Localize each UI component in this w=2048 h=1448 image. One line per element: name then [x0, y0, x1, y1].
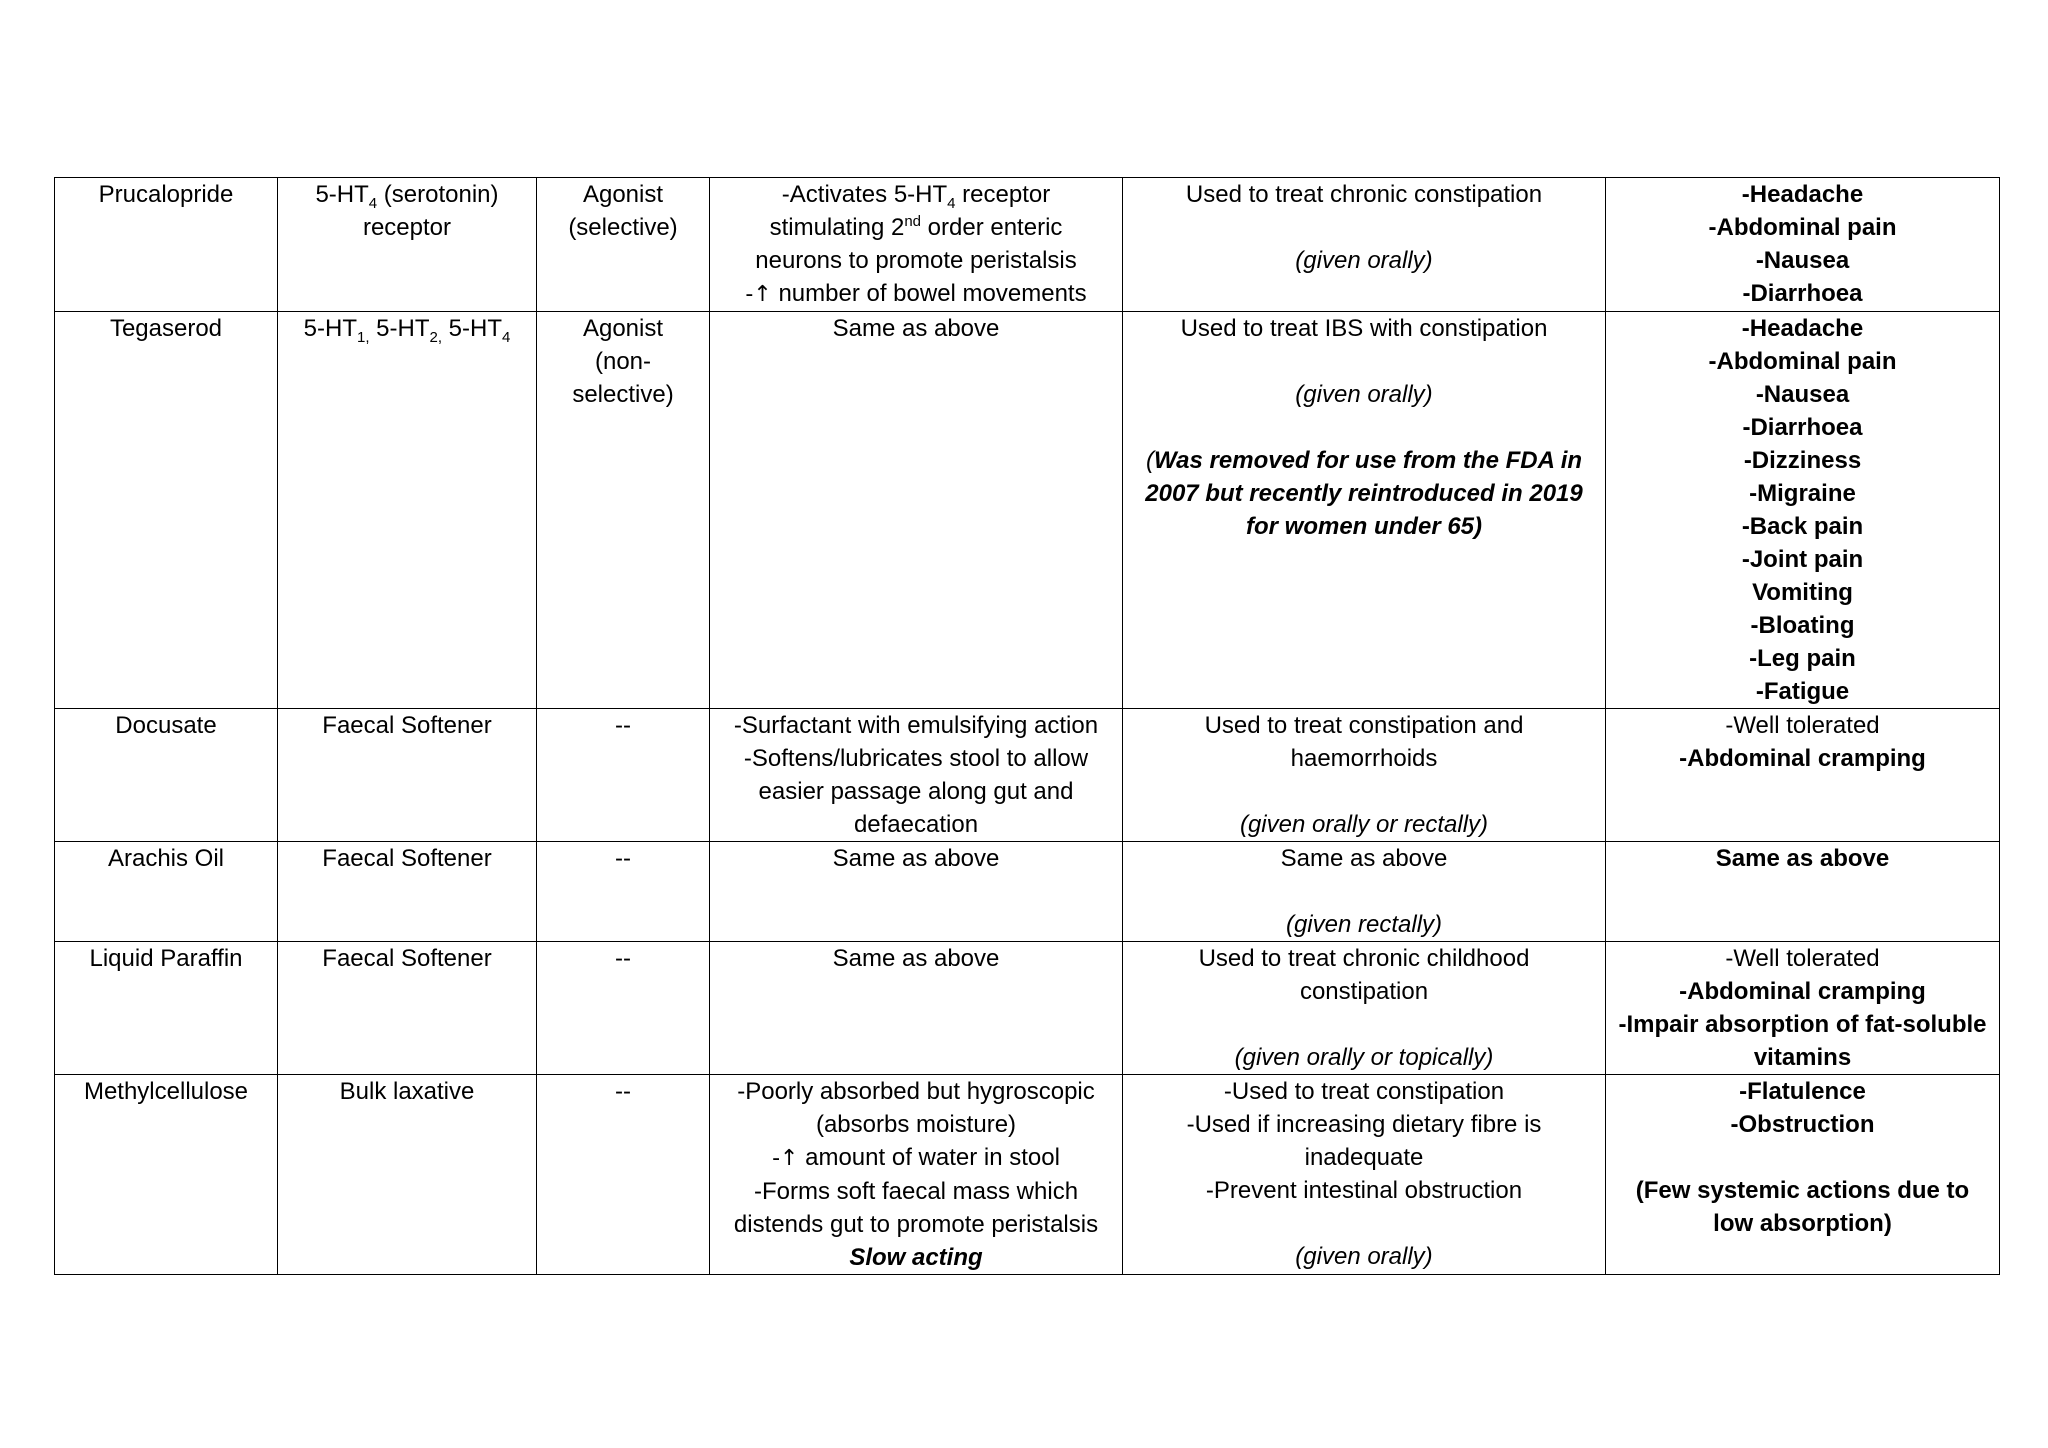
- fda-note: for women under 65): [1245, 513, 1483, 540]
- route-text: (given orally or rectally): [1239, 811, 1489, 838]
- use-text: haemorrhoids: [1290, 745, 1438, 772]
- target-text: $5-HT_{1,}$ $5-HT_{2,}$ $5-HT_4$: [303, 315, 511, 346]
- use-cell: [1123, 178, 1606, 312]
- table-row: [55, 709, 2000, 842]
- table-row: [55, 1075, 2000, 1275]
- side-effect: vitamins: [1753, 1044, 1852, 1071]
- use-text: Used to treat chronic constipation: [1185, 181, 1543, 208]
- side-effect-note: (Few systemic actions due to: [1635, 1177, 1970, 1204]
- mechanism-cell: [710, 1075, 1123, 1275]
- type-cell: [537, 312, 710, 709]
- drug-name: Methylcellulose: [83, 1078, 249, 1105]
- use-text: -Used if increasing dietary fibre is: [1186, 1111, 1542, 1138]
- mechanism-text: -↑ number of bowel movements: [745, 280, 1087, 307]
- type-text: --: [615, 845, 631, 872]
- use-text: constipation: [1299, 978, 1429, 1005]
- type-cell: [537, 709, 710, 842]
- drug-name-cell: [55, 312, 278, 709]
- fda-note: (Was removed for use from the FDA in: [1145, 447, 1583, 474]
- use-cell: [1123, 312, 1606, 709]
- type-text: Agonist: [582, 315, 664, 342]
- mechanism-text: Same as above: [832, 945, 1000, 972]
- up-arrow-icon: -↑: [745, 282, 772, 307]
- mechanism-text: distends gut to promote peristalsis: [733, 1211, 1099, 1238]
- side-effect: -Leg pain: [1749, 645, 1856, 672]
- side-effect: -Flatulence: [1739, 1078, 1866, 1105]
- mechanism-cell: [710, 709, 1123, 842]
- mechanism-cell: [710, 842, 1123, 942]
- side-effects-cell: [1606, 1075, 2000, 1275]
- side-effect: -Headache: [1741, 315, 1864, 342]
- route-text: (given orally or topically): [1234, 1044, 1494, 1071]
- side-effect: -Joint pain: [1741, 546, 1864, 573]
- target-cell: [278, 942, 537, 1075]
- route-text: (given rectally): [1285, 911, 1443, 938]
- type-text: --: [615, 1078, 631, 1105]
- mechanism-text: Slow acting: [849, 1244, 983, 1271]
- side-effects-cell: [1606, 178, 2000, 312]
- type-text: (selective): [568, 214, 678, 241]
- side-effects-cell: [1606, 312, 2000, 709]
- side-effect: -Fatigue: [1755, 678, 1850, 705]
- drug-name-cell: [55, 942, 278, 1075]
- side-effect: -Impair absorption of fat-soluble: [1618, 1011, 1987, 1038]
- use-text: Used to treat IBS with constipation: [1180, 315, 1548, 342]
- type-text: Agonist: [582, 181, 664, 208]
- side-effect: -Abdominal pain: [1708, 214, 1897, 241]
- mechanism-cell: [710, 178, 1123, 312]
- mechanism-text: -Activates $5-HT_4$ receptor: [781, 181, 1051, 212]
- use-text: inadequate: [1304, 1144, 1424, 1171]
- up-arrow-icon: -↑: [772, 1146, 799, 1171]
- use-text: -Used to treat constipation: [1223, 1078, 1505, 1105]
- side-effect: -Abdominal cramping: [1679, 745, 1926, 772]
- side-effect: -Migraine: [1749, 480, 1856, 507]
- type-cell: [537, 1075, 710, 1275]
- mechanism-text: -↑ amount of water in stool: [772, 1144, 1060, 1171]
- table-row: [55, 312, 2000, 709]
- target-text: receptor: [362, 214, 452, 241]
- target-cell: [278, 178, 537, 312]
- table-row: [55, 178, 2000, 312]
- side-effects-cell: [1606, 842, 2000, 942]
- target-cell: [278, 842, 537, 942]
- side-effect: Same as above: [1715, 845, 1890, 872]
- mechanism-text: -Forms soft faecal mass which: [753, 1178, 1079, 1205]
- side-effect-note: low absorption): [1713, 1210, 1892, 1237]
- target-cell: [278, 312, 537, 709]
- mechanism-text: easier passage along gut and: [758, 778, 1074, 805]
- drug-name-cell: [55, 1075, 278, 1275]
- mechanism-cell: [710, 942, 1123, 1075]
- type-cell: [537, 942, 710, 1075]
- drug-name-cell: [55, 709, 278, 842]
- use-cell: [1123, 842, 1606, 942]
- mechanism-text: Same as above: [832, 315, 1000, 342]
- mechanism-text: -Surfactant with emulsifying action: [733, 712, 1099, 739]
- type-text: selective): [572, 381, 674, 408]
- use-text: -Prevent intestinal obstruction: [1205, 1177, 1523, 1204]
- route-text: (given orally): [1295, 381, 1433, 408]
- route-text: (given orally): [1295, 1243, 1433, 1270]
- side-effect: -Headache: [1741, 181, 1864, 208]
- side-effect: -Abdominal cramping: [1679, 978, 1926, 1005]
- drug-name-cell: [55, 178, 278, 312]
- mechanism-text: (absorbs moisture): [815, 1111, 1017, 1138]
- use-cell: [1123, 709, 1606, 842]
- fda-note: 2007 but recently reintroduced in 2019: [1145, 480, 1583, 507]
- target-cell: [278, 709, 537, 842]
- target-text: Faecal Softener: [322, 712, 492, 739]
- target-text: Faecal Softener: [322, 945, 492, 972]
- mechanism-text: -Poorly absorbed but hygroscopic: [737, 1078, 1095, 1105]
- target-text: $5-HT_4$ (serotonin): [315, 181, 499, 212]
- use-cell: [1123, 942, 1606, 1075]
- side-effect: -Diarrhoea: [1742, 414, 1863, 441]
- drug-name: Arachis Oil: [107, 845, 225, 872]
- drug-name-cell: [55, 842, 278, 942]
- target-text: Faecal Softener: [322, 845, 492, 872]
- target-text: Bulk laxative: [339, 1078, 475, 1105]
- drug-name: Docusate: [115, 712, 217, 739]
- type-text: (non-: [594, 348, 652, 375]
- type-text: --: [615, 712, 631, 739]
- side-effect: -Well tolerated: [1725, 712, 1880, 739]
- target-cell: [278, 1075, 537, 1275]
- side-effect: -Obstruction: [1730, 1111, 1875, 1138]
- use-text: Used to treat constipation and: [1204, 712, 1524, 739]
- side-effects-cell: [1606, 709, 2000, 842]
- drug-table: [54, 177, 2000, 1275]
- drug-name: Liquid Paraffin: [89, 945, 243, 972]
- side-effect: -Dizziness: [1743, 447, 1862, 474]
- side-effect: -Diarrhoea: [1742, 280, 1863, 307]
- use-text: Used to treat chronic childhood: [1198, 945, 1530, 972]
- table-row: [55, 842, 2000, 942]
- mechanism-cell: [710, 312, 1123, 709]
- drug-name: Prucalopride: [98, 181, 234, 208]
- table-row: [55, 942, 2000, 1075]
- mechanism-text: stimulating 2nd order enteric: [769, 213, 1063, 241]
- route-text: (given orally): [1295, 247, 1433, 274]
- mechanism-text: Same as above: [832, 845, 1000, 872]
- side-effect: -Bloating: [1750, 612, 1855, 639]
- side-effects-cell: [1606, 942, 2000, 1075]
- mechanism-text: -Softens/lubricates stool to allow: [743, 745, 1089, 772]
- side-effect: -Nausea: [1755, 381, 1850, 408]
- use-text: Same as above: [1280, 845, 1448, 872]
- mechanism-text: defaecation: [853, 811, 979, 838]
- side-effect: -Well tolerated: [1725, 945, 1880, 972]
- drug-name: Tegaserod: [109, 315, 223, 342]
- side-effect: -Nausea: [1755, 247, 1850, 274]
- type-cell: [537, 842, 710, 942]
- mechanism-text: neurons to promote peristalsis: [755, 247, 1077, 274]
- side-effect: -Abdominal pain: [1708, 348, 1897, 375]
- type-text: --: [615, 945, 631, 972]
- type-cell: [537, 178, 710, 312]
- side-effect: Vomiting: [1752, 579, 1853, 606]
- side-effect: -Back pain: [1741, 513, 1864, 540]
- use-cell: [1123, 1075, 1606, 1275]
